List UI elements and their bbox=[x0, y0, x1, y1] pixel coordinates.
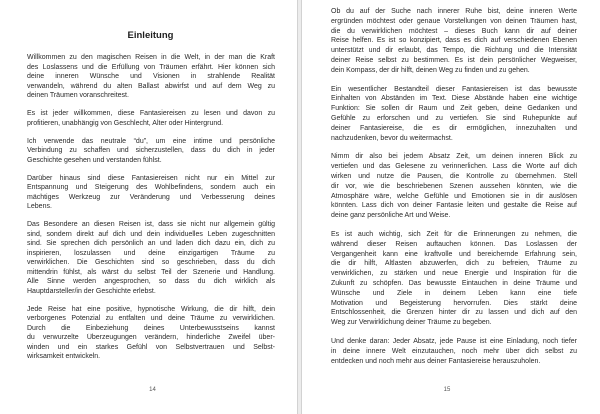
text-line: Zukunft zu schöpfen. Das bewusste Eintauchen in deine Träume und bbox=[331, 279, 577, 287]
left-page-text bbox=[27, 53, 275, 370]
paragraph bbox=[27, 137, 275, 166]
text-line: Motivation und Begeisterung hervorrufen. Dies stärkt deine bbox=[331, 299, 577, 307]
text-line: verwandeln, während du alten Ballast abwirfst und auf dem Weg zu bbox=[27, 82, 275, 90]
paragraph bbox=[27, 53, 275, 101]
text-line: inspirieren, loszulassen und deine einzigartigen Träume zu bbox=[27, 249, 275, 257]
text-line: Ein wesentlicher Bestandteil dieser Fantasiereisen ist das bewusste bbox=[331, 85, 577, 93]
paragraph bbox=[331, 337, 577, 366]
text-line: du verwurzelte Überzeugungen verändern, hinderliche Zweifel über- bbox=[27, 334, 275, 341]
text-line: vertiefen und das Gelesene zu verinnerlichen. Lass die Worte auf dich bbox=[331, 163, 577, 171]
paragraph bbox=[331, 152, 577, 221]
text-line: sind, sondern direkt auf dich und dein individuelles Leben zugeschnitten bbox=[27, 230, 275, 238]
text-line: Verbindung zu schaffen und sicherzustellen, dass du dich in jeder bbox=[27, 147, 275, 154]
text-line: entdecken und noch mehr aus deiner Fantasiereise herauszuholen. bbox=[331, 357, 541, 365]
text-line: deiner Reise selbst zu bestimmen. Es ist dein persönlicher Wegweiser, bbox=[331, 56, 577, 64]
text-line: Weg zur Verwirklichung deiner Träume zu begeben. bbox=[331, 319, 492, 327]
paragraph bbox=[27, 109, 275, 128]
text-line: Willkommen zu den magischen Reisen in die Welt, in der man die Kraft bbox=[27, 54, 275, 61]
text-line: Lebens. bbox=[27, 203, 52, 210]
paragraph bbox=[27, 174, 275, 212]
text-line: profitieren, unabhängig von Geschlecht, Alter oder Hintergrund. bbox=[27, 119, 224, 127]
text-line: wirksamkeit entwickeln. bbox=[27, 353, 101, 360]
left-page[interactable] bbox=[0, 0, 297, 414]
text-line: Darüber hinaus sind diese Fantasiereisen nicht nur ein Mittel zur bbox=[27, 174, 275, 182]
text-line: Entschlossenheit, die Grenzen hinter dir zu lassen und dich auf den bbox=[331, 309, 577, 317]
text-line: deine inneren Wünsche und Visionen in strahlende Realität bbox=[27, 73, 275, 80]
right-page-text bbox=[331, 7, 577, 375]
text-line: verborgenes Potenzial zu entfalten und deine Träume zu verwirklichen. bbox=[27, 315, 275, 322]
text-line: dein Kompass, der dir hilft, deinen Weg zu finden und zu gehen. bbox=[331, 66, 530, 74]
text-line: Funktion: Sie sollen dir Raum und Zeit geben, deine Gedanken und bbox=[331, 105, 577, 113]
text-line: deine ganz persönliche Art und Weise. bbox=[331, 212, 451, 220]
chapter-heading: Einleitung bbox=[127, 30, 174, 41]
text-line: unterstützt und dir erlaubt, das Tempo, die Richtung und die Intensität bbox=[331, 47, 577, 55]
text-line: während dieser Reisen auftauchen können. Das Loslassen der bbox=[331, 240, 577, 248]
text-line: Nimm dir also bei jedem Absatz Zeit, um deinen inneren Blick zu bbox=[331, 153, 577, 161]
text-line: wirken und nutze die Pausen, die Kontrolle zu übernehmen. Stell bbox=[331, 172, 577, 180]
text-line: dir vor, wie die beschriebenen Szenen aussehen könnten, wie die bbox=[331, 182, 577, 190]
paragraph bbox=[27, 305, 275, 362]
paragraph bbox=[331, 85, 577, 144]
text-line: Wünsche und Ziele in deinem Leben kann eine tiefe bbox=[331, 289, 577, 297]
text-line: des Loslassens und die Erfüllung von Träumen erfährt. Hier können sich bbox=[27, 63, 275, 71]
text-line: mittendrin fühlst, als wärst du selbst Teil der Szenerie und Handlung. bbox=[27, 268, 275, 276]
text-line: Es ist jeder willkommen, diese Fantasiereisen zu lesen und davon zu bbox=[27, 110, 275, 117]
text-line: winden und ein starkes Gefühl von Selbstvertrauen und Selbst- bbox=[27, 343, 275, 351]
text-line: Geschichte gesehen und verstanden fühlst. bbox=[27, 156, 162, 164]
text-line: Das Besondere an diesen Reisen ist, dass sie nicht nur allgemein gültig bbox=[27, 221, 275, 228]
text-line: verwirklichen. Die Geschichten sind so geschrieben, dass du dich bbox=[27, 259, 275, 266]
paragraph bbox=[331, 230, 577, 328]
text-line: Ob du auf der Suche nach innerer Ruhe bist, deine inneren Werte bbox=[331, 8, 577, 15]
text-line: in deine innere Welt einzutauchen, noch mehr über dich selbst zu bbox=[331, 347, 577, 355]
text-line: Vergangenheit kann eine kraftvolle und bereichernde Erfahrung sein, bbox=[331, 250, 577, 258]
text-line: Ich verwende das neutrale “du”, um eine intime und persönliche bbox=[27, 137, 275, 145]
text-line: ergründen möchtest oder genaue Vorstellungen von deinen Träumen hast, bbox=[331, 17, 577, 25]
text-line: verwirklichen, zu stärken und neue Energie und Inspiration für die bbox=[331, 270, 577, 278]
text-line: mächtiges Werkzeug zur Veränderung und Verbesserung deines bbox=[27, 193, 275, 201]
text-line: Atmosphäre wäre, welche Gefühle und Emotionen sie in dir auslösen bbox=[331, 192, 577, 200]
text-line: könnten. Lass dich von deiner Fantasie leiten und gestalte die Reise auf bbox=[331, 202, 577, 210]
text-line: die du verwirklichen möchtest – dieses Buch kann dir auf deiner bbox=[331, 27, 577, 35]
text-line: nachzudenken, bevor du weitermachst. bbox=[331, 134, 453, 142]
left-page-number: 14 bbox=[149, 387, 156, 393]
right-page-number: 15 bbox=[443, 387, 451, 393]
text-line: Hauptdarsteller/in der Geschichte erlebst. bbox=[27, 287, 156, 295]
text-line: Und denke daran: Jeder Absatz, jede Pause ist eine Einladung, noch tiefer bbox=[331, 337, 577, 345]
paragraph bbox=[331, 7, 577, 76]
right-page[interactable] bbox=[302, 0, 600, 414]
text-line: Durch die Einbeziehung deines Unterbewusstseins kannst bbox=[27, 324, 275, 332]
text-line: deiner Fantasiereise, die es dir ermöglichen, innezuhalten und bbox=[331, 124, 577, 132]
text-line: Jede Reise hat eine positive, hypnotische Wirkung, die dir hilft, dein bbox=[27, 305, 275, 313]
text-line: Gefühle zu erforschen und zu vertiefen. Sie sind Ruhepunkte auf bbox=[331, 114, 577, 122]
paragraph bbox=[27, 220, 275, 296]
text-line: Es ist auch wichtig, sich Zeit für die Erinnerungen zu nehmen, die bbox=[331, 230, 577, 238]
text-line: deinen Träumen voranschreitest. bbox=[27, 92, 129, 99]
text-line: sind. Sie sprechen dich persönlich an und laden dich dazu ein, dich zu bbox=[27, 240, 275, 247]
text-line: Einhalten von Abständen im Text. Diese Abstände haben eine wichtige bbox=[331, 95, 577, 103]
text-line: Entspannung und Steigerung des Wohlbefindens, sondern auch ein bbox=[27, 184, 275, 191]
text-line: Reise helfen. Es ist so konzipiert, dass es dich auf verschiedenen Ebenen bbox=[331, 37, 577, 45]
text-line: die dir hilft, Altlasten abzuwerfen, dich zu befreien, Träume zu bbox=[331, 260, 577, 268]
text-line: Alle Sinne werden angesprochen, so dass du dich wirklich als bbox=[27, 278, 275, 285]
